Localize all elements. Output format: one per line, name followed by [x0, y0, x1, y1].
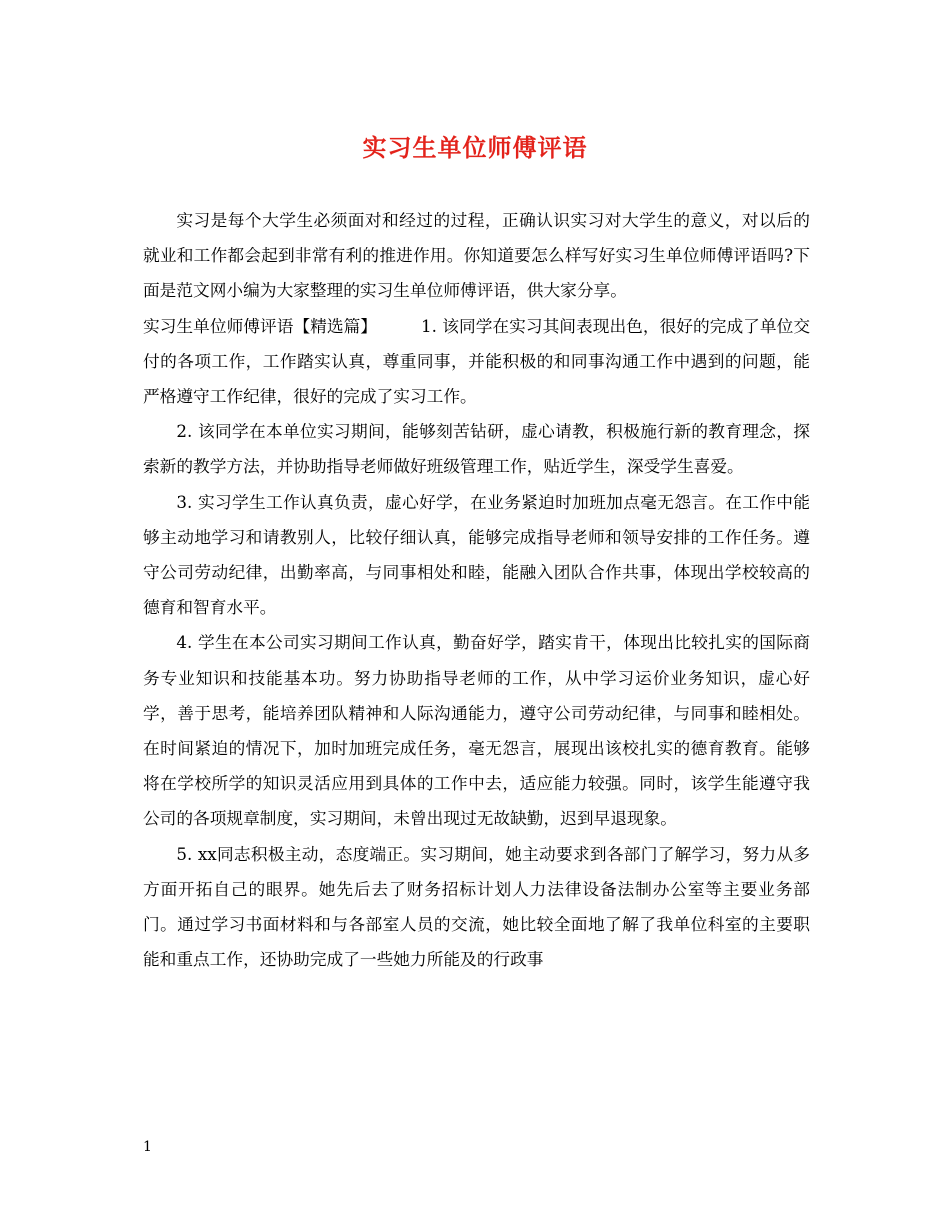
section-heading: 实习生单位师傅评语【精选篇】: [143, 315, 378, 336]
item-5: 5. xx同志积极主动，态度端正。实习期间，她主动要求到各部门了解学习，努力从多方面开拓自己的眼界。她先后去了财务招标计划人力法律设备法制办公室等主要业务部门。通过学习书面材料和与各部室人员的交流，她比较全面地了解了我单位科室的主要职能和重点工作，还协助完成了一些她力所能及的行政事: [143, 843, 810, 970]
page-title: 实习生单位师傅评语: [362, 133, 588, 162]
page-number: 1: [143, 1139, 152, 1155]
intro-paragraph: 实习是每个大学生必须面对和经过的过程，正确认识实习对大学生的意义，对以后的就业和工作都会起到非常有利的推进作用。你知道要怎么样写好实习生单位师傅评语吗?下面是范文网小编为大家整理的实习生单位师傅评语，供大家分享。: [143, 210, 810, 301]
item-4: 4. 学生在本公司实习期间工作认真，勤奋好学，踏实肯干，体现出比较扎实的国际商务专业知识和技能基本功。努力协助指导老师的工作，从中学习运价业务知识，虚心好学，善于思考，能培养团队精神和人际沟通能力，遵守公司劳动纪律，与同事和睦相处。在时间紧迫的情况下，加时加班完成任务，毫无怨言，展现出该校扎实的德育教育。能够将在学校所学的知识灵活应用到具体的工作中去，适应能力较强。同时，该学生能遵守我公司的各项规章制度，实习期间，未曾出现过无故缺勤，迟到早退现象。: [143, 632, 810, 829]
item-2: 2. 该同学在本单位实习期间，能够刻苦钻研，虚心请教，积极施行新的教育理念，探索新的教学方法，并协助指导老师做好班级管理工作，贴近学生，深受学生喜爱。: [143, 421, 810, 477]
item-3: 3. 实习学生工作认真负责，虚心好学，在业务紧迫时加班加点毫无怨言。在工作中能够主动地学习和请教别人，比较仔细认真，能够完成指导老师和领导安排的工作任务。遵守公司劳动纪律，出勤率高，与同事相处和睦，能融入团队合作共事，体现出学校较高的德育和智育水平。: [143, 491, 810, 618]
section-paragraph: [143, 309, 810, 415]
item-1: 1. 该同学在实习其间表现出色，很好的完成了单位交付的各项工作，工作踏实认真，尊重同事，并能积极的和同事沟通工作中遇到的问题，能严格遵守工作纪律，很好的完成了实习工作。: [143, 315, 811, 407]
document-body: [143, 203, 810, 977]
